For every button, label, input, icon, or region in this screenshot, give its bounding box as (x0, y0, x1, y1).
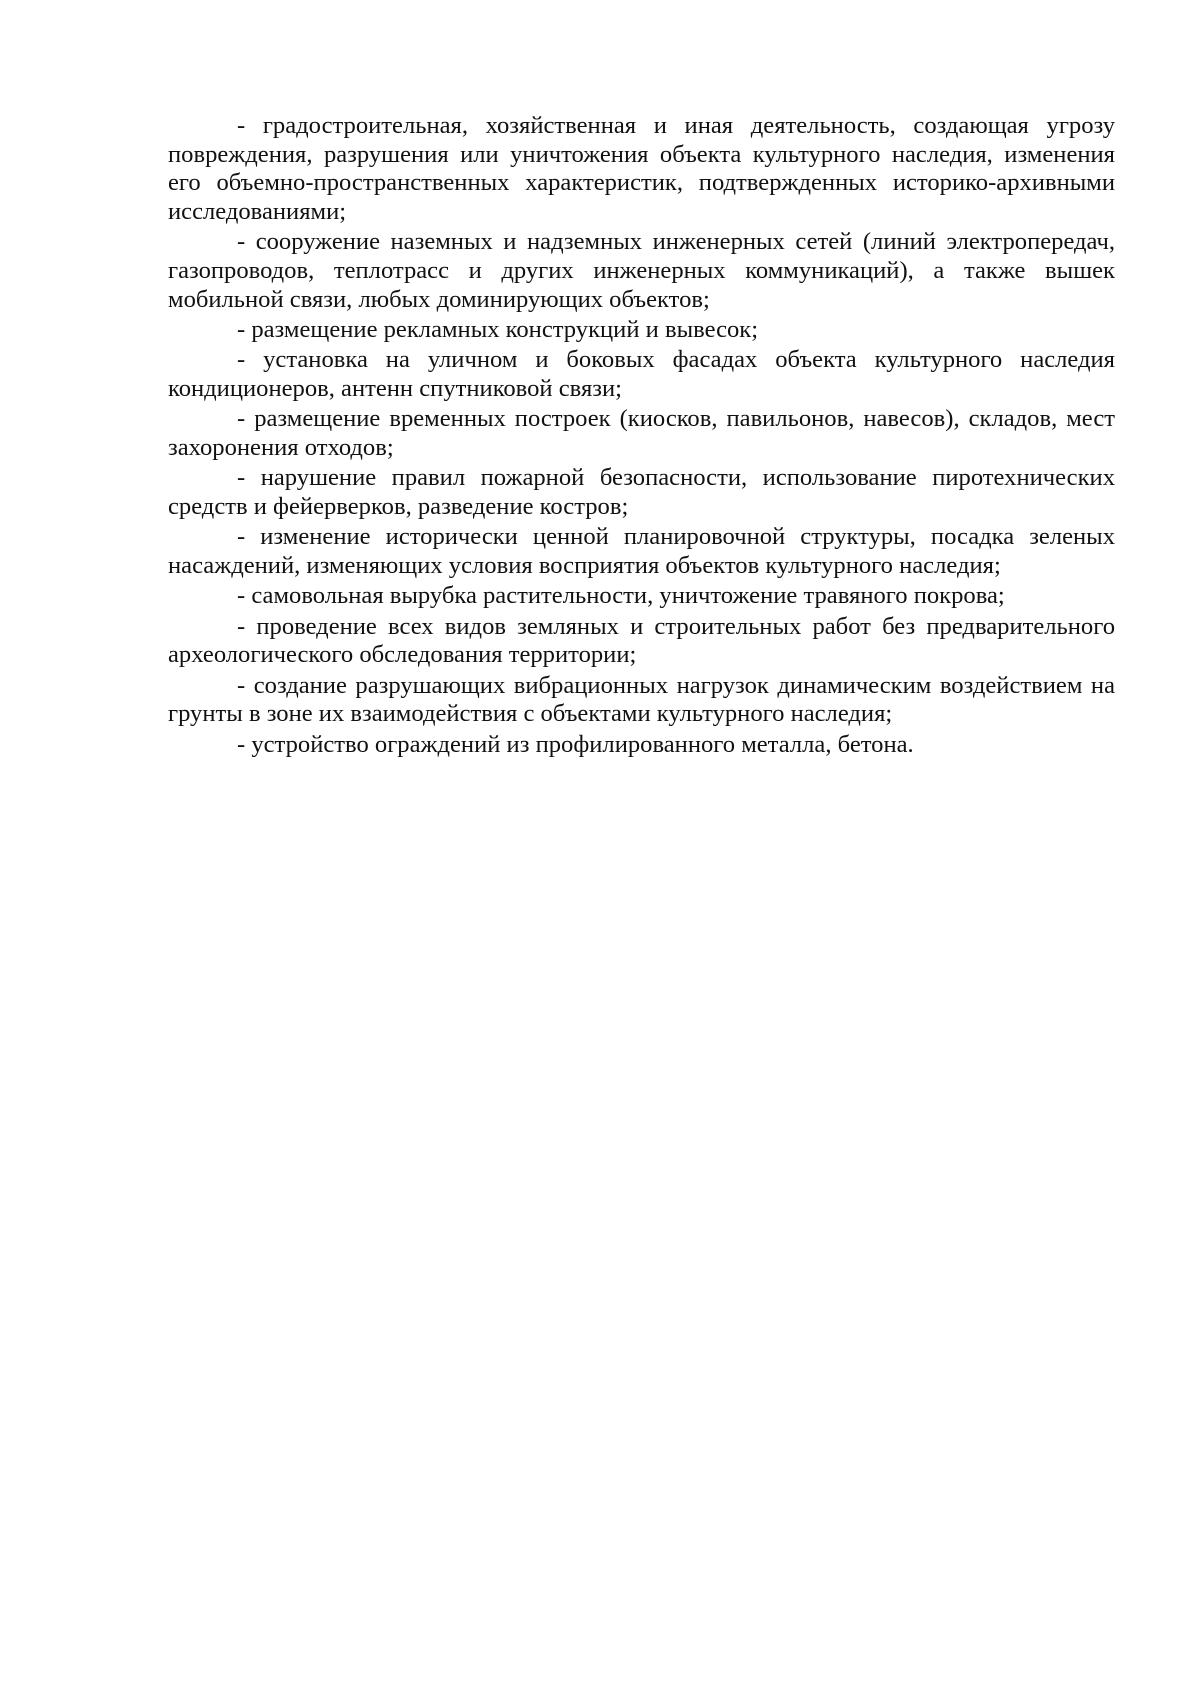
list-item: - размещение временных построек (киосков, павильонов, навесов), складов, мест захоронения отходов; (168, 405, 1115, 462)
list-item: - нарушение правил пожарной безопасности, использование пиротехнических средств и фейерверков, разведение костров; (168, 464, 1115, 521)
list-item: - установка на уличном и боковых фасадах объекта культурного наследия кондиционеров, антенн спутниковой связи; (168, 346, 1115, 403)
list-item: - размещение рекламных конструкций и вывесок; (237, 316, 759, 344)
document-body (168, 112, 1115, 761)
list-item: - градостроительная, хозяйственная и иная деятельность, создающая угрозу повреждения, разрушения или уничтожения объекта культурного наследия, изменения его объемно-пространственных характеристик, подтвержденных историко-архивными исследованиями; (168, 112, 1115, 226)
list-item: - устройство ограждений из профилированного металла, бетона. (237, 730, 914, 758)
list-item: - самовольная вырубка растительности, уничтожение травяного покрова; (237, 582, 1005, 610)
list-item: - сооружение наземных и надземных инженерных сетей (линий электропередач, газопроводов, теплотрасс и других инженерных коммуникаций), а также вышек мобильной связи, любых доминирующих объектов; (168, 228, 1115, 313)
list-item: - проведение всех видов земляных и строительных работ без предварительного археологического обследования территории; (168, 612, 1115, 669)
list-item: - изменение исторически ценной планировочной структуры, посадка зеленых насаждений, изменяющих условия восприятия объектов культурного наследия; (168, 523, 1115, 580)
list-item: - создание разрушающих вибрационных нагрузок динамическим воздействием на грунты в зоне их взаимодействия с объектами культурного наследия; (168, 671, 1115, 728)
